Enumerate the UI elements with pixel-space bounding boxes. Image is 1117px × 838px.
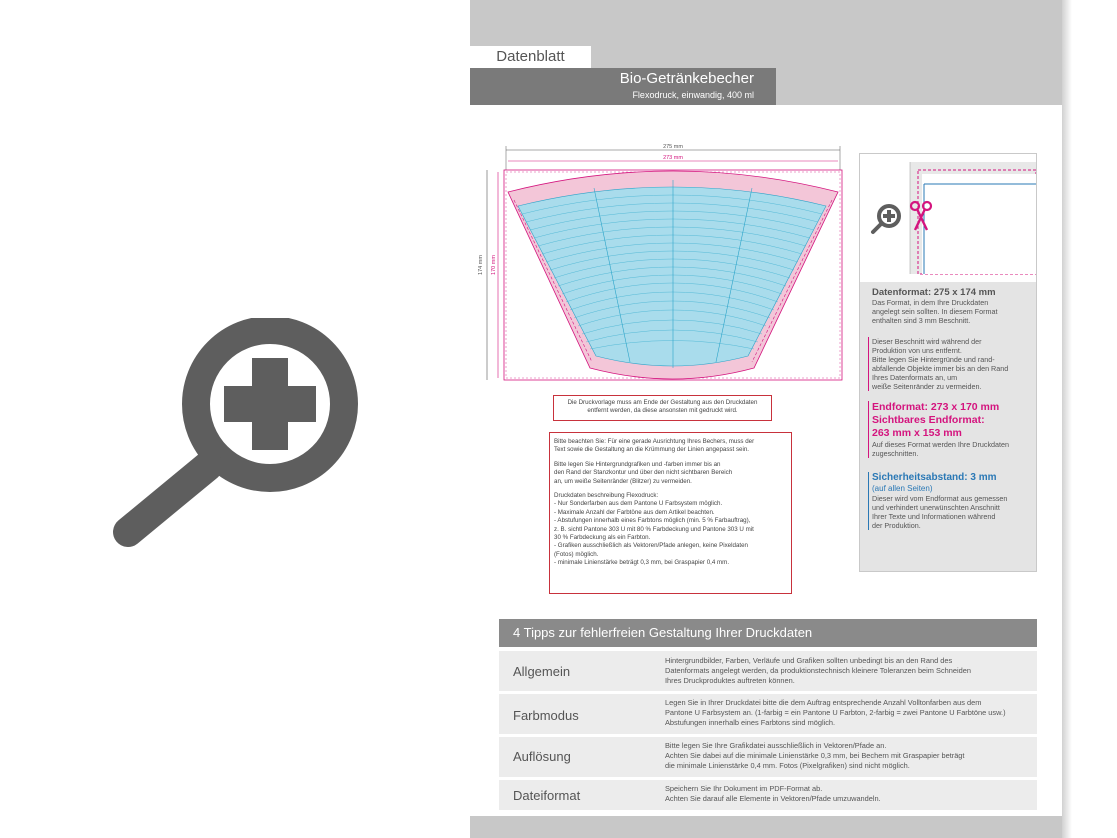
- tip-key: Farbmodus: [513, 708, 579, 723]
- tip-text: [665, 784, 1040, 804]
- visible-format-title: Sichtbares Endformat:: [872, 414, 985, 426]
- note-line: den Rand der Stanzkontur und über den nicht sichtbaren Bereich: [554, 469, 733, 477]
- tip-row-aufloesung: [499, 737, 1037, 777]
- note-line: - Nur Sonderfarben aus dem Pantone U Farbsystem möglich.: [554, 500, 723, 508]
- legend-line: Ihrer Texte und Informationen während: [872, 512, 996, 521]
- legend-line: Produktion von uns entfernt.: [872, 346, 962, 355]
- tip-line: Achten Sie dabei auf die minimale Linienstärke 0,3 mm, bei Bechern mit Graspapier beträgt: [665, 751, 965, 760]
- zoom-in-icon[interactable]: [100, 318, 360, 550]
- tip-key: Dateiformat: [513, 788, 581, 803]
- tip-key: Auflösung: [513, 749, 571, 764]
- tip-line: Bitte legen Sie Ihre Grafikdatei ausschließlich in Vektoren/Pfade an.: [665, 741, 887, 750]
- legend-line: Bitte legen Sie Hintergründe und rand-: [872, 355, 995, 364]
- tip-row-allgemein: [499, 651, 1037, 691]
- legend-line: zugeschnitten.: [872, 449, 919, 458]
- legend-line: Ihres Datenformats an, um: [872, 373, 958, 382]
- format-legend-panel: [859, 153, 1037, 572]
- legend-line: und verhindert unerwünschten Anschnitt: [872, 503, 1000, 512]
- legend-line: Das Format, in dem Ihre Druckdaten: [872, 298, 989, 307]
- corner-preview: [860, 154, 1036, 282]
- tip-line: Achten Sie darauf alle Elemente in Vektoren/Pfade umzuwandeln.: [665, 794, 881, 803]
- note-line: Die Druckvorlage muss am Ende der Gestaltung aus den Druckdaten: [567, 399, 758, 406]
- cup-template-drawing: [470, 140, 850, 390]
- width-inner-label: 273 mm: [663, 155, 683, 161]
- visible-format-size: 263 mm x 153 mm: [872, 427, 962, 439]
- tip-text: [665, 656, 1040, 686]
- tip-line: Speichern Sie Ihr Dokument im PDF-Format ab.: [665, 784, 823, 793]
- safety-margin-sub: (auf allen Seiten): [872, 484, 933, 493]
- legend-text: [872, 287, 1032, 530]
- tip-key: Allgemein: [513, 664, 571, 679]
- note-line: Bitte beachten Sie: Für eine gerade Ausrichtung Ihres Bechers, muss der: [554, 438, 755, 445]
- tip-text: [665, 741, 1040, 771]
- endformat-title: Endformat: 273 x 170 mm: [872, 401, 1000, 413]
- legend-line: abfallende Objekte immer bis an den Rand: [872, 364, 1009, 373]
- legend-line: angelegt sein sollten. In diesem Format: [872, 307, 998, 316]
- tip-line: Pantone U Farbsystem an. (1-farbig = ein Pantone U Farbton, 2-farbig = zwei Pantone U Farbtöne usw.): [665, 708, 1006, 717]
- datenformat-title: Datenformat: 275 x 174 mm: [872, 287, 996, 298]
- note-line: (Fotos) möglich.: [554, 550, 599, 558]
- tip-row-farbmodus: [499, 694, 1037, 734]
- note-line: - Maximale Anzahl der Farbtöne aus dem Artikel beachten.: [554, 508, 715, 516]
- sheet-shadow: [1062, 0, 1072, 838]
- note-line: - minimale Linienstärke beträgt 0,3 mm, bei Graspapier 0,4 mm.: [554, 559, 730, 567]
- tip-line: Ihres Druckproduktes auftreten können.: [665, 676, 795, 685]
- note-line: entfernt werden, da diese ansonsten mit gedruckt wird.: [587, 407, 738, 415]
- product-title: Bio-Getränkebecher: [619, 70, 754, 87]
- removal-note: [553, 395, 772, 421]
- note-line: Bitte legen Sie Hintergrundgrafiken und -farben immer bis an: [554, 460, 721, 468]
- tip-text: [665, 698, 1040, 728]
- print-instructions-box: [549, 432, 792, 594]
- tips-heading: 4 Tipps zur fehlerfreien Gestaltung Ihrer Druckdaten: [499, 619, 1037, 647]
- tip-line: Datenformats angelegt werden, da produktionstechnisch kleinere Toleranzen beim Schneiden: [665, 666, 971, 675]
- legend-line: Auf dieses Format werden Ihre Druckdaten: [872, 440, 1010, 449]
- legend-line: Dieser wird vom Endformat aus gemessen: [872, 494, 1008, 503]
- footer-band: [470, 816, 1062, 838]
- note-line: Druckdaten beschreibung Flexodruck:: [554, 492, 659, 500]
- tip-line: die minimale Linienstärke 0,4 mm. Fotos (Pixelgrafiken) sind nicht möglich.: [665, 761, 910, 770]
- height-outer-label: 174 mm: [478, 255, 484, 275]
- legend-line: der Produktion.: [872, 521, 921, 530]
- legend-line: enthalten sind 3 mm Beschnitt.: [872, 316, 971, 325]
- scissors-icon: [908, 200, 934, 234]
- width-outer-label: 275 mm: [663, 144, 683, 150]
- zoom-in-icon[interactable]: [870, 202, 904, 236]
- datasheet-page[interactable]: [470, 0, 1062, 838]
- header-title-bar: [470, 68, 776, 105]
- height-inner-label: 170 mm: [491, 255, 497, 275]
- note-line: - Grafiken ausschließlich als Vektoren/Pfade anlegen, keine Pixeldaten: [554, 542, 748, 550]
- legend-line: Dieser Beschnitt wird während der: [872, 337, 982, 346]
- note-line: Text sowie die Gestaltung an die Krümmung der Linien angepasst sein.: [554, 446, 750, 454]
- tip-line: Legen Sie in Ihrer Druckdatei bitte die dem Auftrag entsprechende Anzahl Volltonfarben aus dem: [665, 698, 982, 707]
- note-line: 30 % Farbdeckung als ein Farbton.: [554, 534, 651, 542]
- tip-row-dateiformat: [499, 780, 1037, 810]
- note-line: an, um weiße Seitenränder (Blitzer) zu vermeiden.: [554, 477, 692, 485]
- document-label: Datenblatt: [470, 46, 591, 68]
- note-line: - Abstufungen innerhalb eines Farbtons möglich (min. 5 % Farbauftrag),: [554, 517, 751, 525]
- safety-margin-title: Sicherheitsabstand: 3 mm: [872, 472, 997, 483]
- product-subtitle: Flexodruck, einwandig, 400 ml: [632, 90, 754, 100]
- note-line: z. B. sichtl Pantone 303 U mit 80 % Farbdeckung und Pantone 303 U mit: [554, 525, 754, 533]
- tip-line: Hintergrundbilder, Farben, Verläufe und Grafiken sollten unbedingt bis an den Rand des: [665, 656, 953, 665]
- legend-line: weiße Seitenränder zu vermeiden.: [872, 382, 982, 391]
- tip-line: Abstufungen innerhalb eines Farbtons sind möglich.: [665, 718, 836, 727]
